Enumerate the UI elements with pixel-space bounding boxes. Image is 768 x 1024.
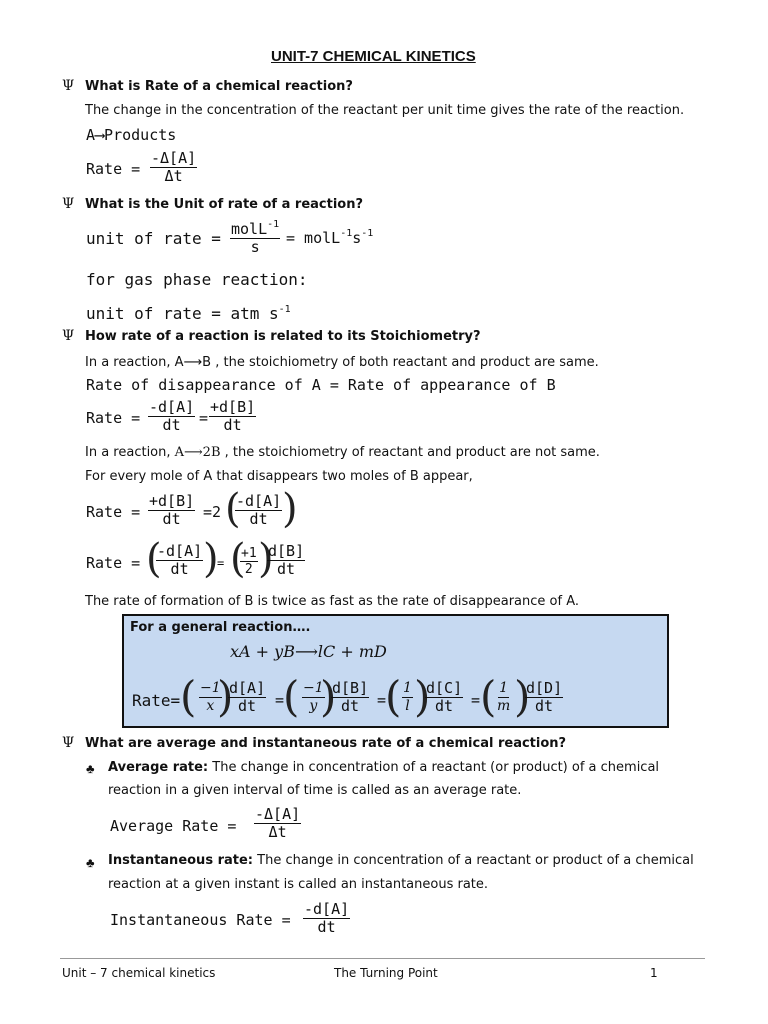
- numerator: -d[A]: [304, 900, 350, 918]
- numerator: -d[A]: [149, 398, 195, 416]
- rate-fraction-c: [425, 680, 463, 715]
- numerator: -Δ[A]: [255, 805, 301, 823]
- rate-fraction-d: [525, 680, 563, 715]
- instantaneous-rate-definition-line-1: Instantaneous rate: The change in concentration of a reactant or product of a chemical: [108, 853, 694, 868]
- club-bullet-icon: ♣: [86, 761, 95, 776]
- denominator: dt: [341, 697, 360, 715]
- rate-denominator: Δt: [164, 167, 183, 185]
- rate-fraction-b: [267, 543, 305, 578]
- stoich-line-2: In a reaction, A⟶2B , the stoichiometry of reactant and product are not same.: [85, 445, 600, 460]
- page-title: UNIT-7 CHEMICAL KINETICS: [271, 48, 476, 65]
- numerator: d[B]: [268, 542, 305, 560]
- rate-label: Rate =: [86, 160, 141, 178]
- coefficient-l: [402, 680, 413, 715]
- average-rate-definition-line-2: reaction in a given interval of time is called as an average rate.: [108, 783, 522, 798]
- equals-sign: =: [471, 691, 481, 709]
- numerator: −1: [303, 680, 324, 696]
- left-paren: (: [283, 672, 300, 721]
- right-paren: ): [217, 672, 234, 721]
- stoich-line-3: For every mole of A that disappears two moles of B appear,: [85, 469, 473, 484]
- right-paren: ): [320, 672, 337, 721]
- instantaneous-rate-label: Instantaneous Rate =: [110, 911, 291, 929]
- average-rate-label: Average Rate =: [110, 817, 237, 835]
- reaction-a-products: A⟶Products: [86, 126, 177, 144]
- equals-sign: =: [275, 691, 285, 709]
- general-box-heading: For a general reaction….: [130, 620, 311, 635]
- rate-label: Rate =: [86, 554, 141, 572]
- rate-label: Rate =: [86, 503, 141, 521]
- average-rate-fraction: [254, 806, 301, 841]
- right-paren: ): [514, 672, 531, 721]
- rate-fraction-b: [331, 680, 369, 715]
- psi-bullet-icon: Ψ: [62, 196, 75, 212]
- denominator: dt: [535, 697, 554, 715]
- rate-fraction: [150, 150, 197, 185]
- footer-unit-title: Unit – 7 chemical kinetics: [62, 966, 216, 980]
- rate-conclusion: The rate of formation of B is twice as fast as the rate of disappearance of A.: [85, 594, 579, 609]
- gas-phase-heading: for gas phase reaction:: [86, 270, 308, 289]
- numerator: +d[B]: [210, 398, 256, 416]
- instantaneous-rate-definition-line-2: reaction at a given instant is called an instantaneous rate.: [108, 877, 489, 892]
- equals-sign: =: [377, 691, 387, 709]
- coefficient-two: =2: [203, 503, 222, 521]
- right-paren: ): [203, 536, 219, 582]
- rate-numerator: -Δ[A]: [151, 149, 197, 167]
- coefficient-m: [496, 680, 511, 715]
- right-paren: ): [258, 536, 274, 582]
- unit-fraction: [230, 221, 280, 256]
- left-paren: (: [480, 672, 497, 721]
- stoich-line-1: In a reaction, A⟶B , the stoichiometry of both reactant and product are same.: [85, 355, 599, 370]
- left-paren: (: [180, 672, 197, 721]
- rate-fraction-a: [228, 680, 266, 715]
- denominator: m: [497, 698, 511, 714]
- question-4: What are average and instantaneous rate of a chemical reaction?: [85, 736, 567, 751]
- left-paren: (: [385, 672, 402, 721]
- rate-fraction-a: [235, 493, 282, 528]
- denominator: dt: [238, 697, 257, 715]
- denominator: dt: [162, 416, 181, 434]
- footer-page-number: 1: [650, 966, 658, 980]
- question-1: What is Rate of a chemical reaction?: [85, 79, 353, 94]
- denominator: dt: [317, 918, 336, 936]
- numerator: d[A]: [229, 679, 266, 697]
- numerator: 1: [499, 680, 509, 696]
- denominator: dt: [249, 510, 268, 528]
- equal-rates-statement: Rate of disappearance of A = Rate of appearance of B: [86, 376, 556, 394]
- numerator: d[D]: [526, 679, 563, 697]
- numerator: -d[A]: [236, 492, 282, 510]
- unit-denominator: s: [250, 238, 260, 256]
- denominator: dt: [435, 697, 454, 715]
- question-3: How rate of a reaction is related to its Stoichiometry?: [85, 329, 481, 344]
- question-2: What is the Unit of rate of a reaction?: [85, 197, 364, 212]
- rate-fraction-b: [209, 399, 256, 434]
- left-paren: (: [230, 536, 246, 582]
- denominator: dt: [162, 510, 181, 528]
- denominator: dt: [277, 560, 296, 578]
- left-paren: (: [146, 536, 162, 582]
- general-rate-label: Rate=: [132, 691, 181, 710]
- unit-of-rate-label: unit of rate =: [86, 229, 221, 248]
- instantaneous-rate-term: Instantaneous rate:: [108, 853, 253, 868]
- numerator: −1: [200, 680, 221, 696]
- club-bullet-icon: ♣: [86, 855, 95, 870]
- unit-equivalent: = $molL^{-1}s^{-1}$: [286, 228, 374, 247]
- numerator: +1: [241, 546, 257, 561]
- denominator: x: [206, 698, 215, 714]
- numerator: d[C]: [426, 679, 463, 697]
- footer-divider: [60, 958, 705, 959]
- footer-publisher: The Turning Point: [334, 966, 438, 980]
- denominator: dt: [170, 560, 189, 578]
- gas-phase-unit: unit of rate = atm $s^{-1}$: [86, 304, 291, 323]
- right-paren: ): [282, 486, 298, 532]
- psi-bullet-icon: Ψ: [62, 735, 75, 751]
- denominator: Δt: [268, 823, 287, 841]
- right-paren: ): [414, 672, 431, 721]
- left-paren: (: [225, 486, 241, 532]
- unit-numerator: molL$^{-1}$: [231, 219, 280, 238]
- rate-fraction-a: [156, 543, 203, 578]
- numerator: 1: [403, 680, 412, 696]
- rate-fraction-a: [148, 399, 195, 434]
- denominator: l: [405, 698, 410, 714]
- numerator: d[B]: [332, 679, 369, 697]
- general-reaction-box: [122, 614, 669, 728]
- equals-sign: =: [217, 556, 225, 570]
- psi-bullet-icon: Ψ: [62, 328, 75, 344]
- psi-bullet-icon: Ψ: [62, 78, 75, 94]
- denominator: 2: [244, 562, 253, 577]
- instantaneous-rate-fraction: [303, 901, 350, 936]
- rate-definition: The change in the concentration of the reactant per unit time gives the rate of the reaction.: [85, 103, 685, 118]
- average-rate-term: Average rate:: [108, 760, 209, 775]
- coefficient-half: [240, 546, 258, 577]
- rate-fraction-b: [148, 493, 195, 528]
- denominator: y: [309, 698, 318, 714]
- average-rate-definition-line-1: Average rate: The change in concentration of a reactant (or product) of a chemical: [108, 760, 660, 775]
- numerator: +d[B]: [149, 492, 195, 510]
- general-reaction: xA + yB⟶lC + mD: [230, 642, 387, 661]
- numerator: -d[A]: [157, 542, 203, 560]
- denominator: dt: [223, 416, 242, 434]
- rate-label: Rate =: [86, 409, 141, 427]
- equals-sign: =: [199, 409, 209, 427]
